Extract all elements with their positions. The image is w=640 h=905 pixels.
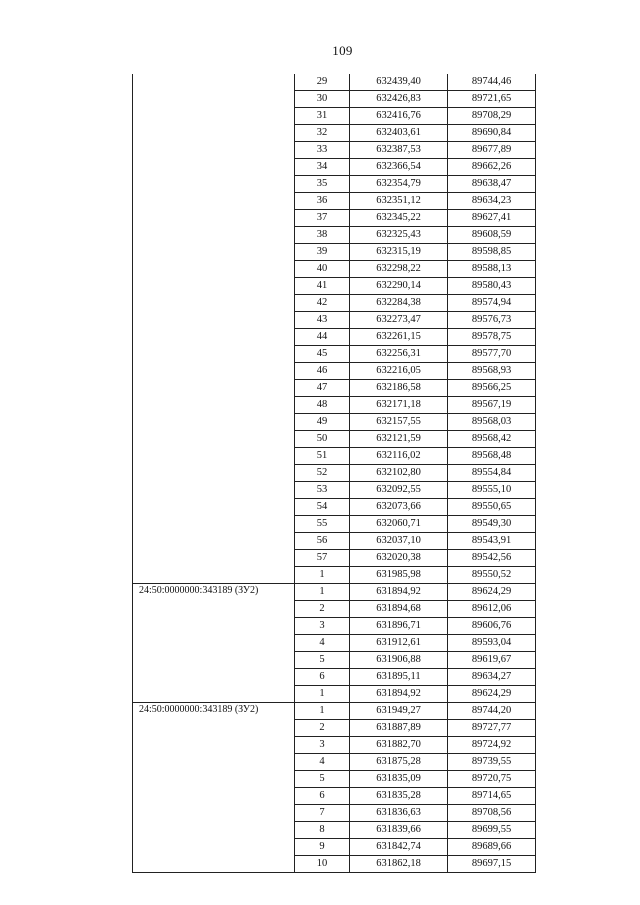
point-number-cell: 53 xyxy=(295,482,350,499)
plot-id-cell: 24:50:0000000:343189 (ЗУ2) xyxy=(133,703,295,873)
x-coordinate-cell: 632290,14 xyxy=(350,278,448,295)
y-coordinate-cell: 89542,56 xyxy=(448,550,536,567)
y-coordinate-cell: 89606,76 xyxy=(448,618,536,635)
x-coordinate-cell: 632325,43 xyxy=(350,227,448,244)
y-coordinate-cell: 89580,43 xyxy=(448,278,536,295)
x-coordinate-cell: 632298,22 xyxy=(350,261,448,278)
x-coordinate-cell: 632073,66 xyxy=(350,499,448,516)
x-coordinate-cell: 632273,47 xyxy=(350,312,448,329)
y-coordinate-cell: 89744,20 xyxy=(448,703,536,720)
point-number-cell: 30 xyxy=(295,91,350,108)
point-number-cell: 1 xyxy=(295,567,350,584)
y-coordinate-cell: 89739,55 xyxy=(448,754,536,771)
x-coordinate-cell: 631894,92 xyxy=(350,584,448,601)
y-coordinate-cell: 89634,27 xyxy=(448,669,536,686)
point-number-cell: 57 xyxy=(295,550,350,567)
y-coordinate-cell: 89568,48 xyxy=(448,448,536,465)
x-coordinate-cell: 631894,92 xyxy=(350,686,448,703)
point-number-cell: 1 xyxy=(295,686,350,703)
x-coordinate-cell: 632121,59 xyxy=(350,431,448,448)
x-coordinate-cell: 632426,83 xyxy=(350,91,448,108)
y-coordinate-cell: 89555,10 xyxy=(448,482,536,499)
plot-id-cell: 24:50:0000000:343189 (ЗУ2) xyxy=(133,584,295,703)
point-number-cell: 9 xyxy=(295,839,350,856)
x-coordinate-cell: 631895,11 xyxy=(350,669,448,686)
point-number-cell: 6 xyxy=(295,669,350,686)
x-coordinate-cell: 632387,53 xyxy=(350,142,448,159)
y-coordinate-cell: 89543,91 xyxy=(448,533,536,550)
point-number-cell: 2 xyxy=(295,720,350,737)
x-coordinate-cell: 632157,55 xyxy=(350,414,448,431)
point-number-cell: 5 xyxy=(295,652,350,669)
x-coordinate-cell: 631862,18 xyxy=(350,856,448,873)
point-number-cell: 2 xyxy=(295,601,350,618)
x-coordinate-cell: 631985,98 xyxy=(350,567,448,584)
point-number-cell: 3 xyxy=(295,618,350,635)
x-coordinate-cell: 631835,09 xyxy=(350,771,448,788)
x-coordinate-cell: 632186,58 xyxy=(350,380,448,397)
point-number-cell: 4 xyxy=(295,754,350,771)
x-coordinate-cell: 631839,66 xyxy=(350,822,448,839)
point-number-cell: 8 xyxy=(295,822,350,839)
y-coordinate-cell: 89568,03 xyxy=(448,414,536,431)
y-coordinate-cell: 89593,04 xyxy=(448,635,536,652)
point-number-cell: 32 xyxy=(295,125,350,142)
x-coordinate-cell: 631887,89 xyxy=(350,720,448,737)
x-coordinate-cell: 632284,38 xyxy=(350,295,448,312)
table-row xyxy=(133,703,536,720)
coordinates-table-body xyxy=(133,74,536,873)
y-coordinate-cell: 89714,65 xyxy=(448,788,536,805)
point-number-cell: 54 xyxy=(295,499,350,516)
y-coordinate-cell: 89608,59 xyxy=(448,227,536,244)
point-number-cell: 40 xyxy=(295,261,350,278)
coordinates-table xyxy=(132,74,536,873)
y-coordinate-cell: 89566,25 xyxy=(448,380,536,397)
point-number-cell: 39 xyxy=(295,244,350,261)
y-coordinate-cell: 89598,85 xyxy=(448,244,536,261)
y-coordinate-cell: 89619,67 xyxy=(448,652,536,669)
y-coordinate-cell: 89708,29 xyxy=(448,108,536,125)
x-coordinate-cell: 632315,19 xyxy=(350,244,448,261)
y-coordinate-cell: 89689,66 xyxy=(448,839,536,856)
y-coordinate-cell: 89574,94 xyxy=(448,295,536,312)
point-number-cell: 45 xyxy=(295,346,350,363)
y-coordinate-cell: 89577,70 xyxy=(448,346,536,363)
point-number-cell: 47 xyxy=(295,380,350,397)
point-number-cell: 1 xyxy=(295,703,350,720)
x-coordinate-cell: 632354,79 xyxy=(350,176,448,193)
x-coordinate-cell: 631836,63 xyxy=(350,805,448,822)
y-coordinate-cell: 89578,75 xyxy=(448,329,536,346)
point-number-cell: 37 xyxy=(295,210,350,227)
x-coordinate-cell: 632116,02 xyxy=(350,448,448,465)
x-coordinate-cell: 632261,15 xyxy=(350,329,448,346)
point-number-cell: 29 xyxy=(295,74,350,91)
point-number-cell: 56 xyxy=(295,533,350,550)
plot-id-cell xyxy=(133,74,295,584)
point-number-cell: 42 xyxy=(295,295,350,312)
x-coordinate-cell: 632416,76 xyxy=(350,108,448,125)
y-coordinate-cell: 89699,55 xyxy=(448,822,536,839)
y-coordinate-cell: 89708,56 xyxy=(448,805,536,822)
y-coordinate-cell: 89549,30 xyxy=(448,516,536,533)
point-number-cell: 5 xyxy=(295,771,350,788)
x-coordinate-cell: 632345,22 xyxy=(350,210,448,227)
y-coordinate-cell: 89612,06 xyxy=(448,601,536,618)
point-number-cell: 51 xyxy=(295,448,350,465)
x-coordinate-cell: 632102,80 xyxy=(350,465,448,482)
y-coordinate-cell: 89567,19 xyxy=(448,397,536,414)
x-coordinate-cell: 632439,40 xyxy=(350,74,448,91)
point-number-cell: 4 xyxy=(295,635,350,652)
x-coordinate-cell: 631882,70 xyxy=(350,737,448,754)
x-coordinate-cell: 632060,71 xyxy=(350,516,448,533)
y-coordinate-cell: 89690,84 xyxy=(448,125,536,142)
x-coordinate-cell: 632037,10 xyxy=(350,533,448,550)
table-row xyxy=(133,74,536,91)
y-coordinate-cell: 89744,46 xyxy=(448,74,536,91)
x-coordinate-cell: 632020,38 xyxy=(350,550,448,567)
x-coordinate-cell: 631842,74 xyxy=(350,839,448,856)
y-coordinate-cell: 89638,47 xyxy=(448,176,536,193)
point-number-cell: 6 xyxy=(295,788,350,805)
x-coordinate-cell: 631949,27 xyxy=(350,703,448,720)
y-coordinate-cell: 89624,29 xyxy=(448,686,536,703)
x-coordinate-cell: 631875,28 xyxy=(350,754,448,771)
y-coordinate-cell: 89720,75 xyxy=(448,771,536,788)
x-coordinate-cell: 632366,54 xyxy=(350,159,448,176)
x-coordinate-cell: 632092,55 xyxy=(350,482,448,499)
point-number-cell: 44 xyxy=(295,329,350,346)
point-number-cell: 52 xyxy=(295,465,350,482)
y-coordinate-cell: 89634,23 xyxy=(448,193,536,210)
y-coordinate-cell: 89727,77 xyxy=(448,720,536,737)
point-number-cell: 33 xyxy=(295,142,350,159)
y-coordinate-cell: 89677,89 xyxy=(448,142,536,159)
x-coordinate-cell: 631894,68 xyxy=(350,601,448,618)
point-number-cell: 7 xyxy=(295,805,350,822)
point-number-cell: 46 xyxy=(295,363,350,380)
x-coordinate-cell: 631912,61 xyxy=(350,635,448,652)
x-coordinate-cell: 632351,12 xyxy=(350,193,448,210)
point-number-cell: 10 xyxy=(295,856,350,873)
y-coordinate-cell: 89624,29 xyxy=(448,584,536,601)
point-number-cell: 31 xyxy=(295,108,350,125)
x-coordinate-cell: 632216,05 xyxy=(350,363,448,380)
point-number-cell: 3 xyxy=(295,737,350,754)
y-coordinate-cell: 89550,65 xyxy=(448,499,536,516)
point-number-cell: 48 xyxy=(295,397,350,414)
x-coordinate-cell: 631896,71 xyxy=(350,618,448,635)
x-coordinate-cell: 631906,88 xyxy=(350,652,448,669)
point-number-cell: 50 xyxy=(295,431,350,448)
point-number-cell: 38 xyxy=(295,227,350,244)
x-coordinate-cell: 632403,61 xyxy=(350,125,448,142)
point-number-cell: 43 xyxy=(295,312,350,329)
y-coordinate-cell: 89724,92 xyxy=(448,737,536,754)
y-coordinate-cell: 89697,15 xyxy=(448,856,536,873)
point-number-cell: 34 xyxy=(295,159,350,176)
y-coordinate-cell: 89576,73 xyxy=(448,312,536,329)
y-coordinate-cell: 89554,84 xyxy=(448,465,536,482)
y-coordinate-cell: 89627,41 xyxy=(448,210,536,227)
y-coordinate-cell: 89568,42 xyxy=(448,431,536,448)
y-coordinate-cell: 89568,93 xyxy=(448,363,536,380)
point-number-cell: 41 xyxy=(295,278,350,295)
y-coordinate-cell: 89721,65 xyxy=(448,91,536,108)
page-number: 109 xyxy=(332,43,353,58)
x-coordinate-cell: 631835,28 xyxy=(350,788,448,805)
y-coordinate-cell: 89662,26 xyxy=(448,159,536,176)
x-coordinate-cell: 632256,31 xyxy=(350,346,448,363)
point-number-cell: 1 xyxy=(295,584,350,601)
point-number-cell: 55 xyxy=(295,516,350,533)
point-number-cell: 49 xyxy=(295,414,350,431)
x-coordinate-cell: 632171,18 xyxy=(350,397,448,414)
y-coordinate-cell: 89588,13 xyxy=(448,261,536,278)
table-row xyxy=(133,584,536,601)
point-number-cell: 36 xyxy=(295,193,350,210)
point-number-cell: 35 xyxy=(295,176,350,193)
y-coordinate-cell: 89550,52 xyxy=(448,567,536,584)
